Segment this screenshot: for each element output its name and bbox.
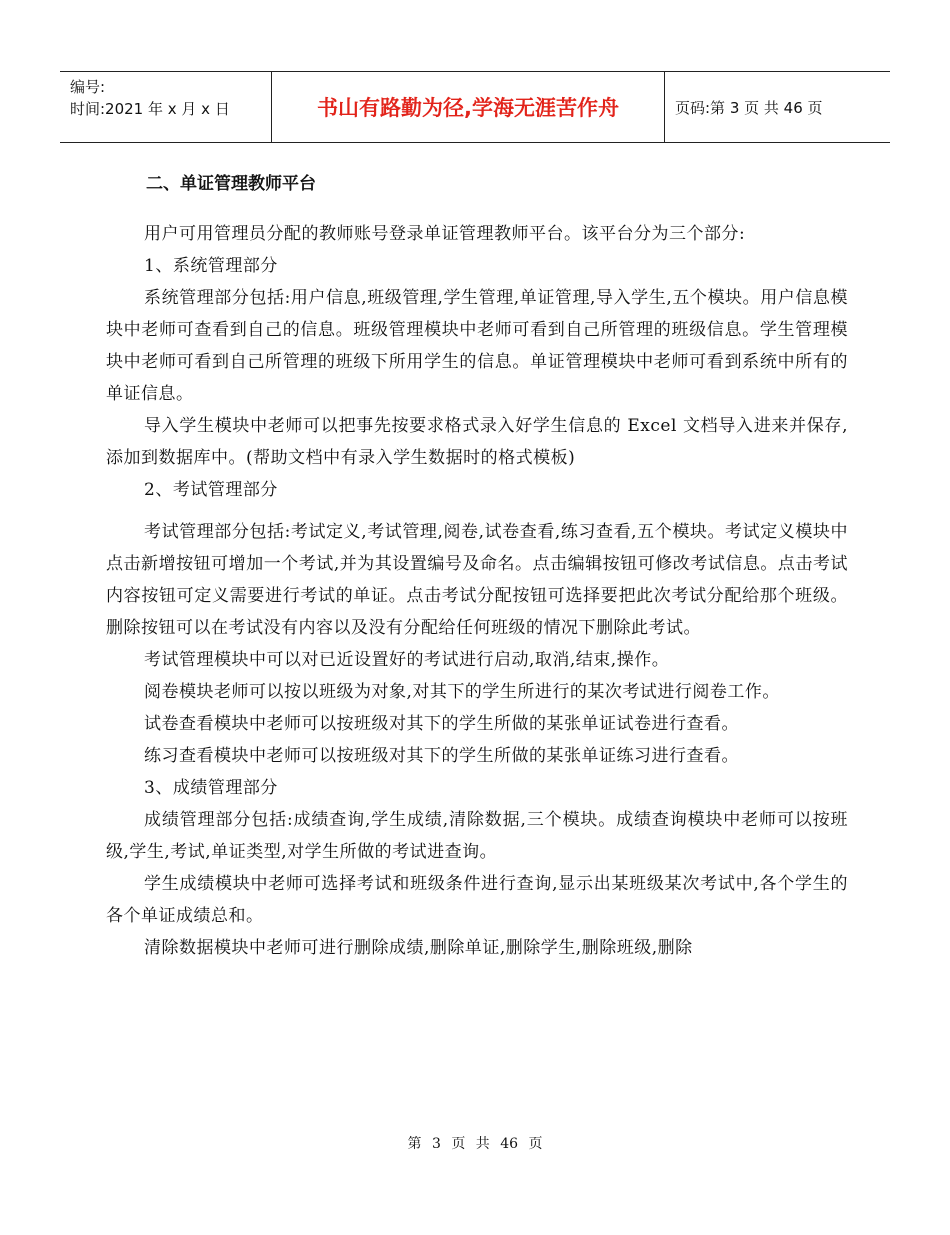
- section-heading: 二、单证管理教师平台: [146, 174, 316, 194]
- page-info: 页码:第 3 页 共 46 页: [675, 98, 823, 117]
- paragraph: 考试管理部分包括:考试定义,考试管理,阅卷,试卷查看,练习查看,五个模块。考试定义模块中点击新增按钮可增加一个考试,并为其设置编号及命名。点击编辑按钮可修改考试信息。点击考试内容按钮可定义需要进行考试的单证。点击考试分配按钮可选择要把此次考试分配给那个班级。删除按钮可以在考试没有内容以及没有分配给任何班级的情况下删除此考试。: [106, 522, 848, 638]
- footer-word: 共: [475, 1136, 490, 1152]
- footer-word: 页: [451, 1136, 466, 1152]
- subsection-title: 2、考试管理部分: [144, 480, 278, 500]
- subsection-title: 1、系统管理部分: [144, 256, 278, 276]
- page-footer: [0, 1133, 950, 1153]
- time-label: 时间:2021 年 x 月 x 日: [70, 100, 230, 118]
- subsection-title: 3、成绩管理部分: [144, 778, 278, 798]
- paragraph: 阅卷模块老师可以按以班级为对象,对其下的学生所进行的某次考试进行阅卷工作。: [144, 682, 780, 702]
- number-label: 编号:: [70, 78, 106, 96]
- footer-total-pages: 46: [500, 1136, 519, 1152]
- paragraph: 清除数据模块中老师可进行删除成绩,删除单证,删除学生,删除班级,删除: [144, 938, 693, 958]
- motto-text: 书山有路勤为径,学海无涯苦作舟: [317, 96, 619, 120]
- document-body: [106, 172, 848, 964]
- footer-word: 第: [407, 1136, 422, 1152]
- paragraph: 导入学生模块中老师可以把事先按要求格式录入好学生信息的 Excel 文档导入进来并保存,添加到数据库中。(帮助文档中有录入学生数据时的格式模板): [106, 416, 848, 468]
- document-header: [60, 71, 890, 143]
- paragraph: 学生成绩模块中老师可选择考试和班级条件进行查询,显示出某班级某次考试中,各个学生的各个单证成绩总和。: [106, 874, 848, 926]
- paragraph: 系统管理部分包括:用户信息,班级管理,学生管理,单证管理,导入学生,五个模块。用户信息模块中老师可查看到自己的信息。班级管理模块中老师可看到自己所管理的班级信息。学生管理模块中老师可看到自己所管理的班级下所用学生的信息。单证管理模块中老师可看到系统中所有的单证信息。: [106, 288, 848, 404]
- header-motto-cell: [272, 72, 665, 142]
- footer-page-number: 3: [431, 1136, 441, 1152]
- paragraph: 用户可用管理员分配的教师账号登录单证管理教师平台。该平台分为三个部分:: [144, 224, 746, 244]
- header-left-cell: [60, 72, 272, 142]
- footer-word: 页: [528, 1136, 543, 1152]
- paragraph: 考试管理模块中可以对已近设置好的考试进行启动,取消,结束,操作。: [144, 650, 670, 670]
- paragraph: 成绩管理部分包括:成绩查询,学生成绩,清除数据,三个模块。成绩查询模块中老师可以按班级,学生,考试,单证类型,对学生所做的考试进查询。: [106, 810, 848, 862]
- paragraph: 试卷查看模块中老师可以按班级对其下的学生所做的某张单证试卷进行查看。: [144, 714, 739, 734]
- paragraph: 练习查看模块中老师可以按班级对其下的学生所做的某张单证练习进行查看。: [144, 746, 739, 766]
- header-page-cell: [665, 72, 890, 142]
